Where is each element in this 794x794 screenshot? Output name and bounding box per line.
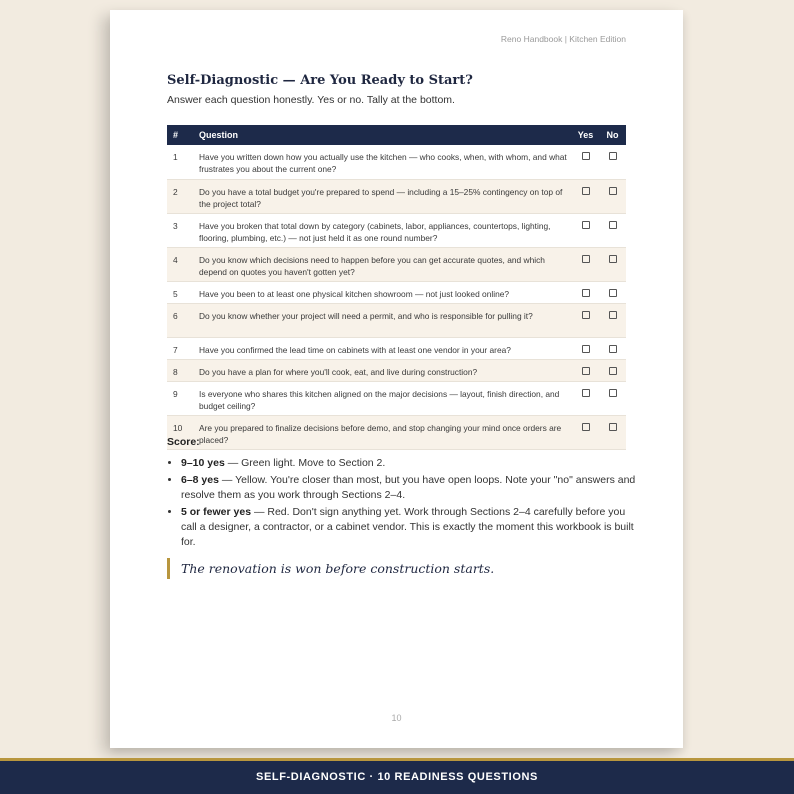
col-header-question: Question <box>199 130 239 140</box>
question-text: Is everyone who shares this kitchen aligned on the major decisions — layout, finish direction, and budget ceiling? <box>193 381 572 415</box>
question-text: Do you know which decisions need to happen before you can get accurate quotes, and which depend on quotes you haven't gotten yet? <box>193 247 572 281</box>
yes-checkbox[interactable] <box>582 389 590 397</box>
score-range: 6–8 yes <box>181 474 219 486</box>
questions-table-body <box>167 145 626 449</box>
score-text: — Green light. Move to Section 2. <box>224 457 386 469</box>
question-text: Have you written down how you actually use the kitchen — who cooks, when, with whom, and what frustrates you about the current one? <box>193 145 572 179</box>
table-header-row <box>167 125 626 145</box>
table-row <box>167 359 626 381</box>
footer-caption-bar <box>0 758 794 794</box>
no-cell[interactable] <box>599 303 626 337</box>
yes-checkbox[interactable] <box>582 345 590 353</box>
yes-checkbox[interactable] <box>582 423 590 431</box>
yes-cell[interactable] <box>572 247 599 281</box>
col-header-no: No <box>606 130 619 140</box>
question-number: 6 <box>167 303 193 337</box>
workbook-page <box>110 10 683 748</box>
yes-cell[interactable] <box>572 359 599 381</box>
table-row <box>167 415 626 449</box>
no-cell[interactable] <box>599 281 626 303</box>
table-row <box>167 337 626 359</box>
no-cell[interactable] <box>599 213 626 247</box>
no-cell[interactable] <box>599 247 626 281</box>
section-instructions: Answer each question honestly. Yes or no. Tally at the bottom. <box>167 94 455 106</box>
col-header-num: # <box>173 130 179 140</box>
yes-cell[interactable] <box>572 303 599 337</box>
no-checkbox[interactable] <box>609 345 617 353</box>
yes-checkbox[interactable] <box>582 187 590 195</box>
question-text: Are you prepared to finalize decisions before demo, and stop changing your mind once orders are placed? <box>193 415 572 449</box>
yes-cell[interactable] <box>572 145 599 179</box>
no-cell[interactable] <box>599 179 626 213</box>
question-text: Have you confirmed the lead time on cabinets with at least one vendor in your area? <box>193 337 572 359</box>
table-row <box>167 281 626 303</box>
yes-cell[interactable] <box>572 213 599 247</box>
question-number: 10 <box>167 415 193 449</box>
no-cell[interactable] <box>599 337 626 359</box>
table-row <box>167 179 626 213</box>
col-header-yes: Yes <box>577 130 594 140</box>
running-header: Reno Handbook | Kitchen Edition <box>500 34 626 44</box>
question-number: 3 <box>167 213 193 247</box>
questions-table <box>167 125 626 450</box>
table-row <box>167 381 626 415</box>
question-number: 2 <box>167 179 193 213</box>
question-number: 7 <box>167 337 193 359</box>
no-checkbox[interactable] <box>609 255 617 263</box>
yes-checkbox[interactable] <box>582 152 590 160</box>
no-checkbox[interactable] <box>609 367 617 375</box>
question-number: 1 <box>167 145 193 179</box>
no-checkbox[interactable] <box>609 311 617 319</box>
table-row <box>167 303 626 337</box>
score-item <box>181 456 641 471</box>
yes-checkbox[interactable] <box>582 367 590 375</box>
yes-checkbox[interactable] <box>582 289 590 297</box>
no-checkbox[interactable] <box>609 289 617 297</box>
no-cell[interactable] <box>599 359 626 381</box>
page-number: 10 <box>391 713 402 723</box>
table-row <box>167 145 626 179</box>
no-cell[interactable] <box>599 381 626 415</box>
score-text: — Yellow. You're closer than most, but you have open loops. Note your "no" answers and resolve them as you work through Sections 2–4. <box>181 474 636 501</box>
yes-cell[interactable] <box>572 415 599 449</box>
question-text: Do you have a total budget you're prepared to spend — including a 15–25% contingency on top of the project total? <box>193 179 572 213</box>
no-cell[interactable] <box>599 415 626 449</box>
score-item <box>181 505 641 550</box>
question-number: 5 <box>167 281 193 303</box>
yes-checkbox[interactable] <box>582 221 590 229</box>
score-label: Score: <box>167 436 200 448</box>
score-range: 5 or fewer yes <box>181 506 252 518</box>
question-text: Do you have a plan for where you'll cook, eat, and live during construction? <box>193 359 572 381</box>
no-checkbox[interactable] <box>609 389 617 397</box>
question-number: 8 <box>167 359 193 381</box>
footer-caption: SELF-DIAGNOSTIC · 10 READINESS QUESTIONS <box>256 771 538 783</box>
no-cell[interactable] <box>599 145 626 179</box>
score-range: 9–10 yes <box>181 457 225 469</box>
score-list <box>167 456 641 552</box>
question-text: Have you broken that total down by category (cabinets, labor, appliances, countertops, lighting, flooring, plumbing, etc.) — not just held it as one round number? <box>193 213 572 247</box>
score-text: — Red. Don't sign anything yet. Work through Sections 2–4 carefully before you call a designer, a contractor, or a cabinet vendor. This is exactly the moment this workbook is built for. <box>181 506 634 548</box>
yes-checkbox[interactable] <box>582 311 590 319</box>
question-text: Have you been to at least one physical kitchen showroom — not just looked online? <box>193 281 572 303</box>
pull-quote: The renovation is won before construction starts. <box>167 558 621 579</box>
yes-cell[interactable] <box>572 337 599 359</box>
no-checkbox[interactable] <box>609 221 617 229</box>
question-text: Do you know whether your project will need a permit, and who is responsible for pulling it? <box>193 303 572 337</box>
table-row <box>167 213 626 247</box>
section-title: Self-Diagnostic — Are You Ready to Start? <box>167 73 473 88</box>
yes-cell[interactable] <box>572 381 599 415</box>
no-checkbox[interactable] <box>609 152 617 160</box>
question-number: 9 <box>167 381 193 415</box>
question-number: 4 <box>167 247 193 281</box>
yes-cell[interactable] <box>572 179 599 213</box>
no-checkbox[interactable] <box>609 187 617 195</box>
no-checkbox[interactable] <box>609 423 617 431</box>
yes-cell[interactable] <box>572 281 599 303</box>
yes-checkbox[interactable] <box>582 255 590 263</box>
score-item <box>181 473 641 503</box>
table-row <box>167 247 626 281</box>
